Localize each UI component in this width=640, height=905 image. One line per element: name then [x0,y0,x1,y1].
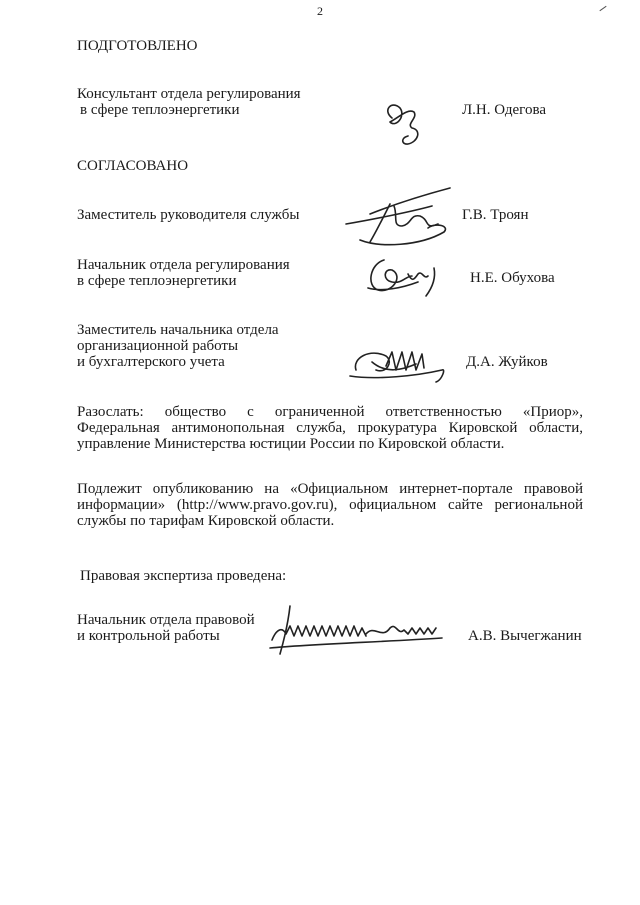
legal-review-position-line2: и контрольной работы [77,628,220,644]
prepared-position-line1: Консультант отдела регулирования [77,86,301,102]
page-number: 2 [317,4,323,18]
signer-name: Д.А. Жуйков [466,354,548,370]
distribution-line: управление Министерства юстиции России по Кировской области. [77,436,505,452]
signer-position: организационной работы [77,338,239,354]
signer-name: Н.Е. Обухова [470,270,555,286]
distribution-line: Федеральная антимонопольная служба, прокуратура Кировской области, [77,420,583,436]
signature-troyan [340,176,460,251]
publication-line: службы по тарифам Кировской области. [77,513,335,529]
signature-vychegzhanin [262,600,462,660]
prepared-heading: ПОДГОТОВЛЕНО [77,38,198,54]
publication-note [77,481,583,529]
signature-odegova [378,98,438,148]
publication-line: информации» (http://www.pravo.gov.ru), официальном сайте региональной [77,497,583,513]
signer-position: Заместитель руководителя службы [77,207,300,223]
signature-zhuikov [346,340,456,385]
agreed-heading: СОГЛАСОВАНО [77,158,189,174]
prepared-position-line2: в сфере теплоэнергетики [80,102,240,118]
signer-position: и бухгалтерского учета [77,354,225,370]
signer-position: Заместитель начальника отдела [77,322,279,338]
prepared-name: Л.Н. Одегова [462,102,547,118]
publication-line: Подлежит опубликованию на «Официальном интернет-портале правовой [77,481,583,497]
signer-position: в сфере теплоэнергетики [77,273,237,289]
distribution-list [77,404,583,452]
legal-review-statement: Правовая экспертиза проведена: [80,568,287,584]
signer-name: Г.В. Троян [462,207,529,223]
legal-review-name: А.В. Вычегжанин [468,628,582,644]
legal-review-position-line1: Начальник отдела правовой [77,612,255,628]
distribution-line: Разослать: общество с ограниченной ответственностью «Приор», [77,404,583,420]
signature-obukhova [362,246,452,301]
signer-position: Начальник отдела регулирования [77,257,290,273]
